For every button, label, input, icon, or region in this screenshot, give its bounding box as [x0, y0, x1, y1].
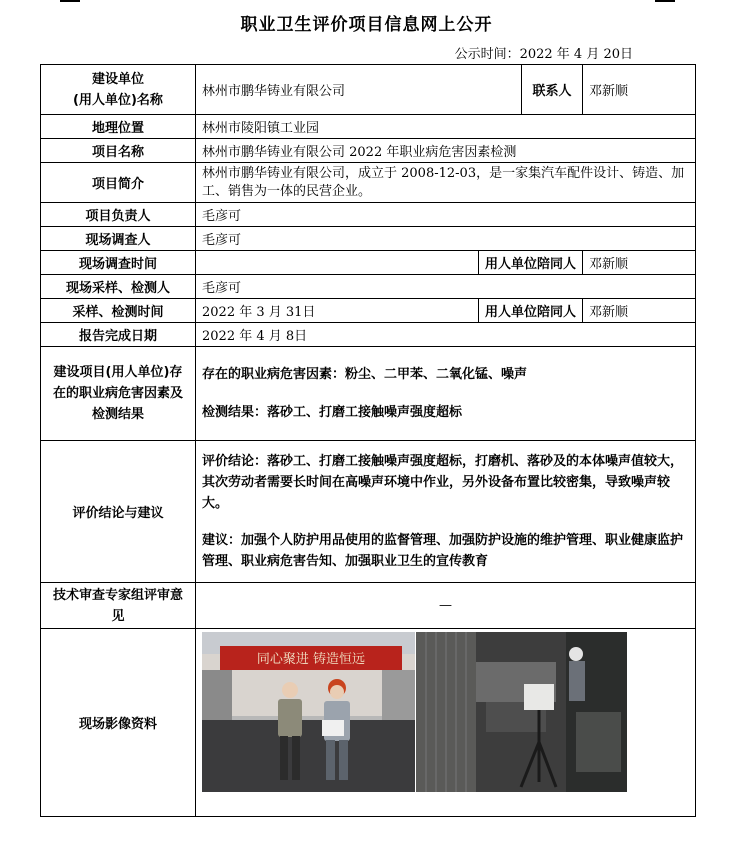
- hazards-results: 检测结果：落砂工、打磨工接触噪声强度超标: [202, 405, 463, 420]
- info-table: [40, 64, 696, 817]
- sampler-value: 毛彦可: [196, 275, 696, 299]
- conclusion-cell: [196, 441, 696, 583]
- project-lead-label: 项目负责人: [41, 203, 196, 227]
- table-row: [41, 583, 696, 629]
- table-row: [41, 275, 696, 299]
- photo-gallery: [202, 630, 689, 792]
- banner-text: 同心聚进 铸造恒远: [256, 652, 366, 667]
- contact-value: 邓新顺: [583, 65, 696, 115]
- images-label: 现场影像资料: [41, 629, 196, 817]
- location-label: 地理位置: [41, 115, 196, 139]
- table-row: [41, 163, 696, 203]
- top-divider: [60, 0, 80, 2]
- table-row: [41, 65, 696, 115]
- survey-escort-value: 邓新顺: [583, 251, 696, 275]
- table-row: [41, 115, 696, 139]
- project-name-label: 项目名称: [41, 139, 196, 163]
- report-date-label: 报告完成日期: [41, 323, 196, 347]
- suggestion-text: 建议：加强个人防护用品使用的监督管理、加强防护设施的维护管理、职业健康监护管理、职业病危害告知、加强职业卫生的宣传教育: [202, 533, 684, 569]
- site-photo-staff-image: [202, 632, 415, 792]
- hazards-cell: [196, 347, 696, 441]
- hazards-label: 建设项目(用人单位)存在的职业病危害因素及检测结果: [41, 347, 196, 441]
- unit-value: 林州市鹏华铸业有限公司: [196, 65, 522, 115]
- conclusion-label: 评价结论与建议: [41, 441, 196, 583]
- contact-label: 联系人: [522, 65, 583, 115]
- sampling-escort-value: 邓新顺: [583, 299, 696, 323]
- table-row: [41, 299, 696, 323]
- conclusion-text: 评价结论：落砂工、打磨工接触噪声强度超标，打磨机、落砂及的本体噪声值较大，其次劳动者需要长时间在高噪声环境中作业，另外设备布置比较密集，导致噪声较大。: [202, 454, 684, 511]
- publish-date: 公示时间：2022 年 4 月 20日: [454, 47, 633, 62]
- sampling-escort-label: 用人单位陪同人: [479, 299, 583, 323]
- table-row: [41, 227, 696, 251]
- table-row: [41, 203, 696, 227]
- site-investigator-label: 现场调查人: [41, 227, 196, 251]
- site-photo-testing: [416, 632, 627, 792]
- project-name-value: 林州市鹏华铸业有限公司 2022 年职业病危害因素检测: [196, 139, 696, 163]
- report-date-value: 2022 年 4 月 8日: [196, 323, 696, 347]
- survey-time-value: [196, 251, 479, 275]
- survey-escort-label: 用人单位陪同人: [479, 251, 583, 275]
- site-photo-testing-image: [416, 632, 627, 792]
- table-row: [41, 441, 696, 583]
- table-row: [41, 251, 696, 275]
- site-investigator-value: 毛彦可: [196, 227, 696, 251]
- sampling-time-value: 2022 年 3 月 31日: [196, 299, 479, 323]
- survey-time-label: 现场调查时间: [41, 251, 196, 275]
- sampler-label: 现场采样、检测人: [41, 275, 196, 299]
- expert-value: —: [196, 583, 696, 629]
- project-lead-value: 毛彦可: [196, 203, 696, 227]
- table-row: [41, 323, 696, 347]
- table-row: [41, 347, 696, 441]
- project-intro-value: 林州市鹏华铸业有限公司，成立于 2008-12-03，是一家集汽车配件设计、铸造、加工、销售为一体的民营企业。: [196, 163, 696, 203]
- table-row: [41, 139, 696, 163]
- location-value: 林州市陵阳镇工业园: [196, 115, 696, 139]
- unit-label: 建设单位 (用人单位)名称: [41, 65, 196, 115]
- sampling-time-label: 采样、检测时间: [41, 299, 196, 323]
- hazards-factors: 存在的职业病危害因素：粉尘、二甲苯、二氧化锰、噪声: [202, 367, 528, 382]
- top-divider: [655, 0, 675, 2]
- site-photo-staff: [202, 632, 415, 792]
- expert-label: 技术审查专家组评审意见: [41, 583, 196, 629]
- project-intro-label: 项目简介: [41, 163, 196, 203]
- images-cell: [196, 629, 696, 817]
- page-title: 职业卫生评价项目信息网上公开: [240, 15, 493, 35]
- table-row: [41, 629, 696, 817]
